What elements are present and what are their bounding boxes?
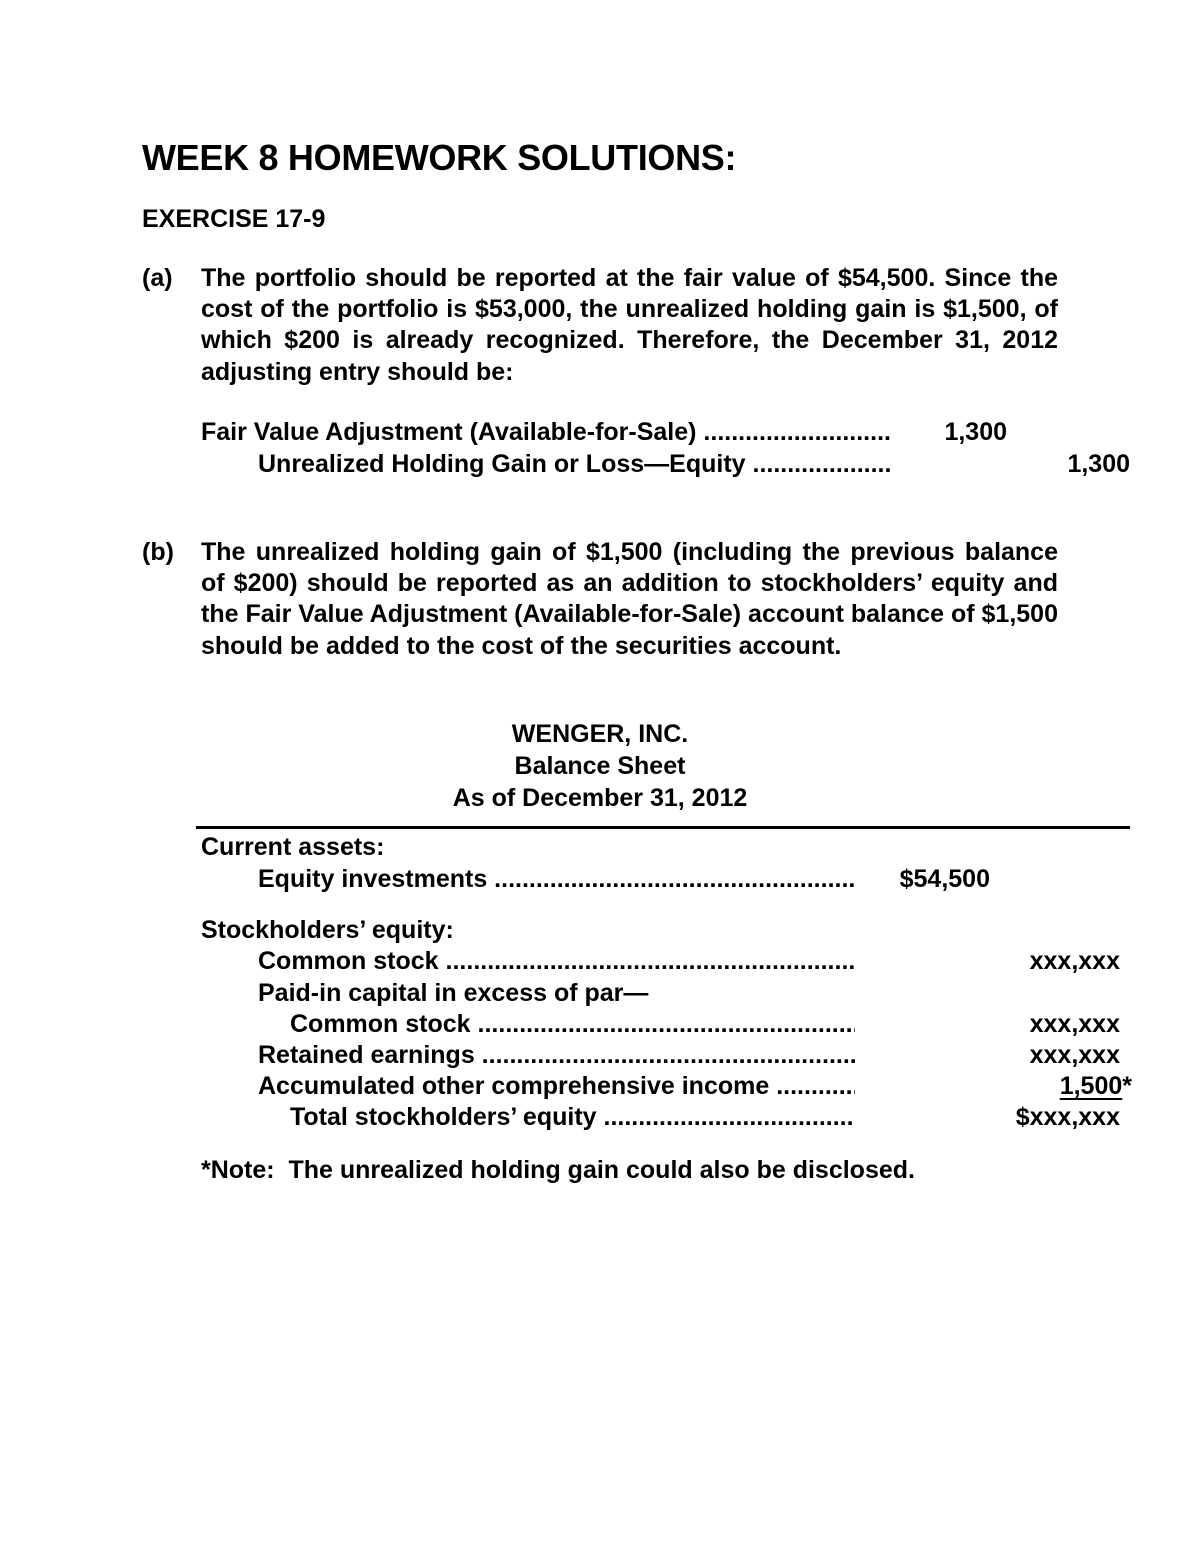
footnote: *Note: The unrealized holding gain could also be disclosed.: [201, 1156, 915, 1184]
aoci-label: Accumulated other comprehensive income .....: [258, 1071, 855, 1102]
page-title: WEEK 8 HOMEWORK SOLUTIONS:: [142, 137, 737, 178]
aoci-amount: [960, 1071, 1132, 1102]
paid-in-common-label: Common stock .....: [290, 1009, 855, 1040]
paid-in-capital-label: Paid-in capital in excess of par—: [258, 979, 649, 1007]
part-b-paragraph: The unrealized holding gain of $1,500 (including the previous balance of $200) should be reported as an addition to stockholders’ equity and the Fair Value Adjustment (Available-for-Sale) account balance of $1,500 should be added to the cost of the securities account.: [201, 538, 1058, 660]
statement-date: As of December 31, 2012: [452, 784, 748, 812]
part-a-paragraph: The portfolio should be reported at the fair value of $54,500. Since the cost of the portfolio is $53,000, the unrealized holding gain is $1,500, of which $200 is already recognized. Therefore, the December 31, 2012 adjusting entry should be:: [201, 264, 1058, 386]
heading-rule: [196, 826, 1130, 829]
entry-credit-amount: 1,300: [1067, 450, 1130, 478]
equity-investments-label: Equity investments .....: [258, 864, 855, 895]
total-equity-label: Total stockholders’ equity .....: [290, 1102, 855, 1133]
entry-credit-account: Unrealized Holding Gain or Loss—Equity .....: [258, 449, 891, 480]
entry-debit-account: Fair Value Adjustment (Available-for-Sale) .....: [201, 417, 891, 448]
part-a-text: [201, 263, 1058, 388]
common-stock-label: Common stock .....: [258, 946, 855, 977]
exercise-heading: EXERCISE 17-9: [142, 205, 326, 233]
part-b-label: (b): [142, 538, 174, 566]
equity-heading: Stockholders’ equity:: [201, 916, 454, 944]
retained-earnings-label: Retained earnings .....: [258, 1040, 855, 1071]
entry-debit-amount: 1,300: [944, 418, 1007, 446]
paid-in-common-amount: xxx,xxx: [1029, 1010, 1120, 1038]
company-name: WENGER, INC.: [511, 720, 689, 748]
equity-investments-amount: $54,500: [899, 865, 990, 893]
part-a-label: (a): [142, 264, 173, 292]
total-equity-amount: $xxx,xxx: [1015, 1103, 1120, 1131]
part-b-text: [201, 537, 1058, 662]
aoci-value: 1,500: [1059, 1072, 1123, 1100]
current-assets-heading: Current assets:: [201, 833, 385, 861]
aoci-footnote-marker: *: [1122, 1072, 1132, 1100]
statement-name: Balance Sheet: [514, 752, 686, 780]
retained-earnings-amount: xxx,xxx: [1029, 1041, 1120, 1069]
common-stock-amount: xxx,xxx: [1029, 947, 1120, 975]
